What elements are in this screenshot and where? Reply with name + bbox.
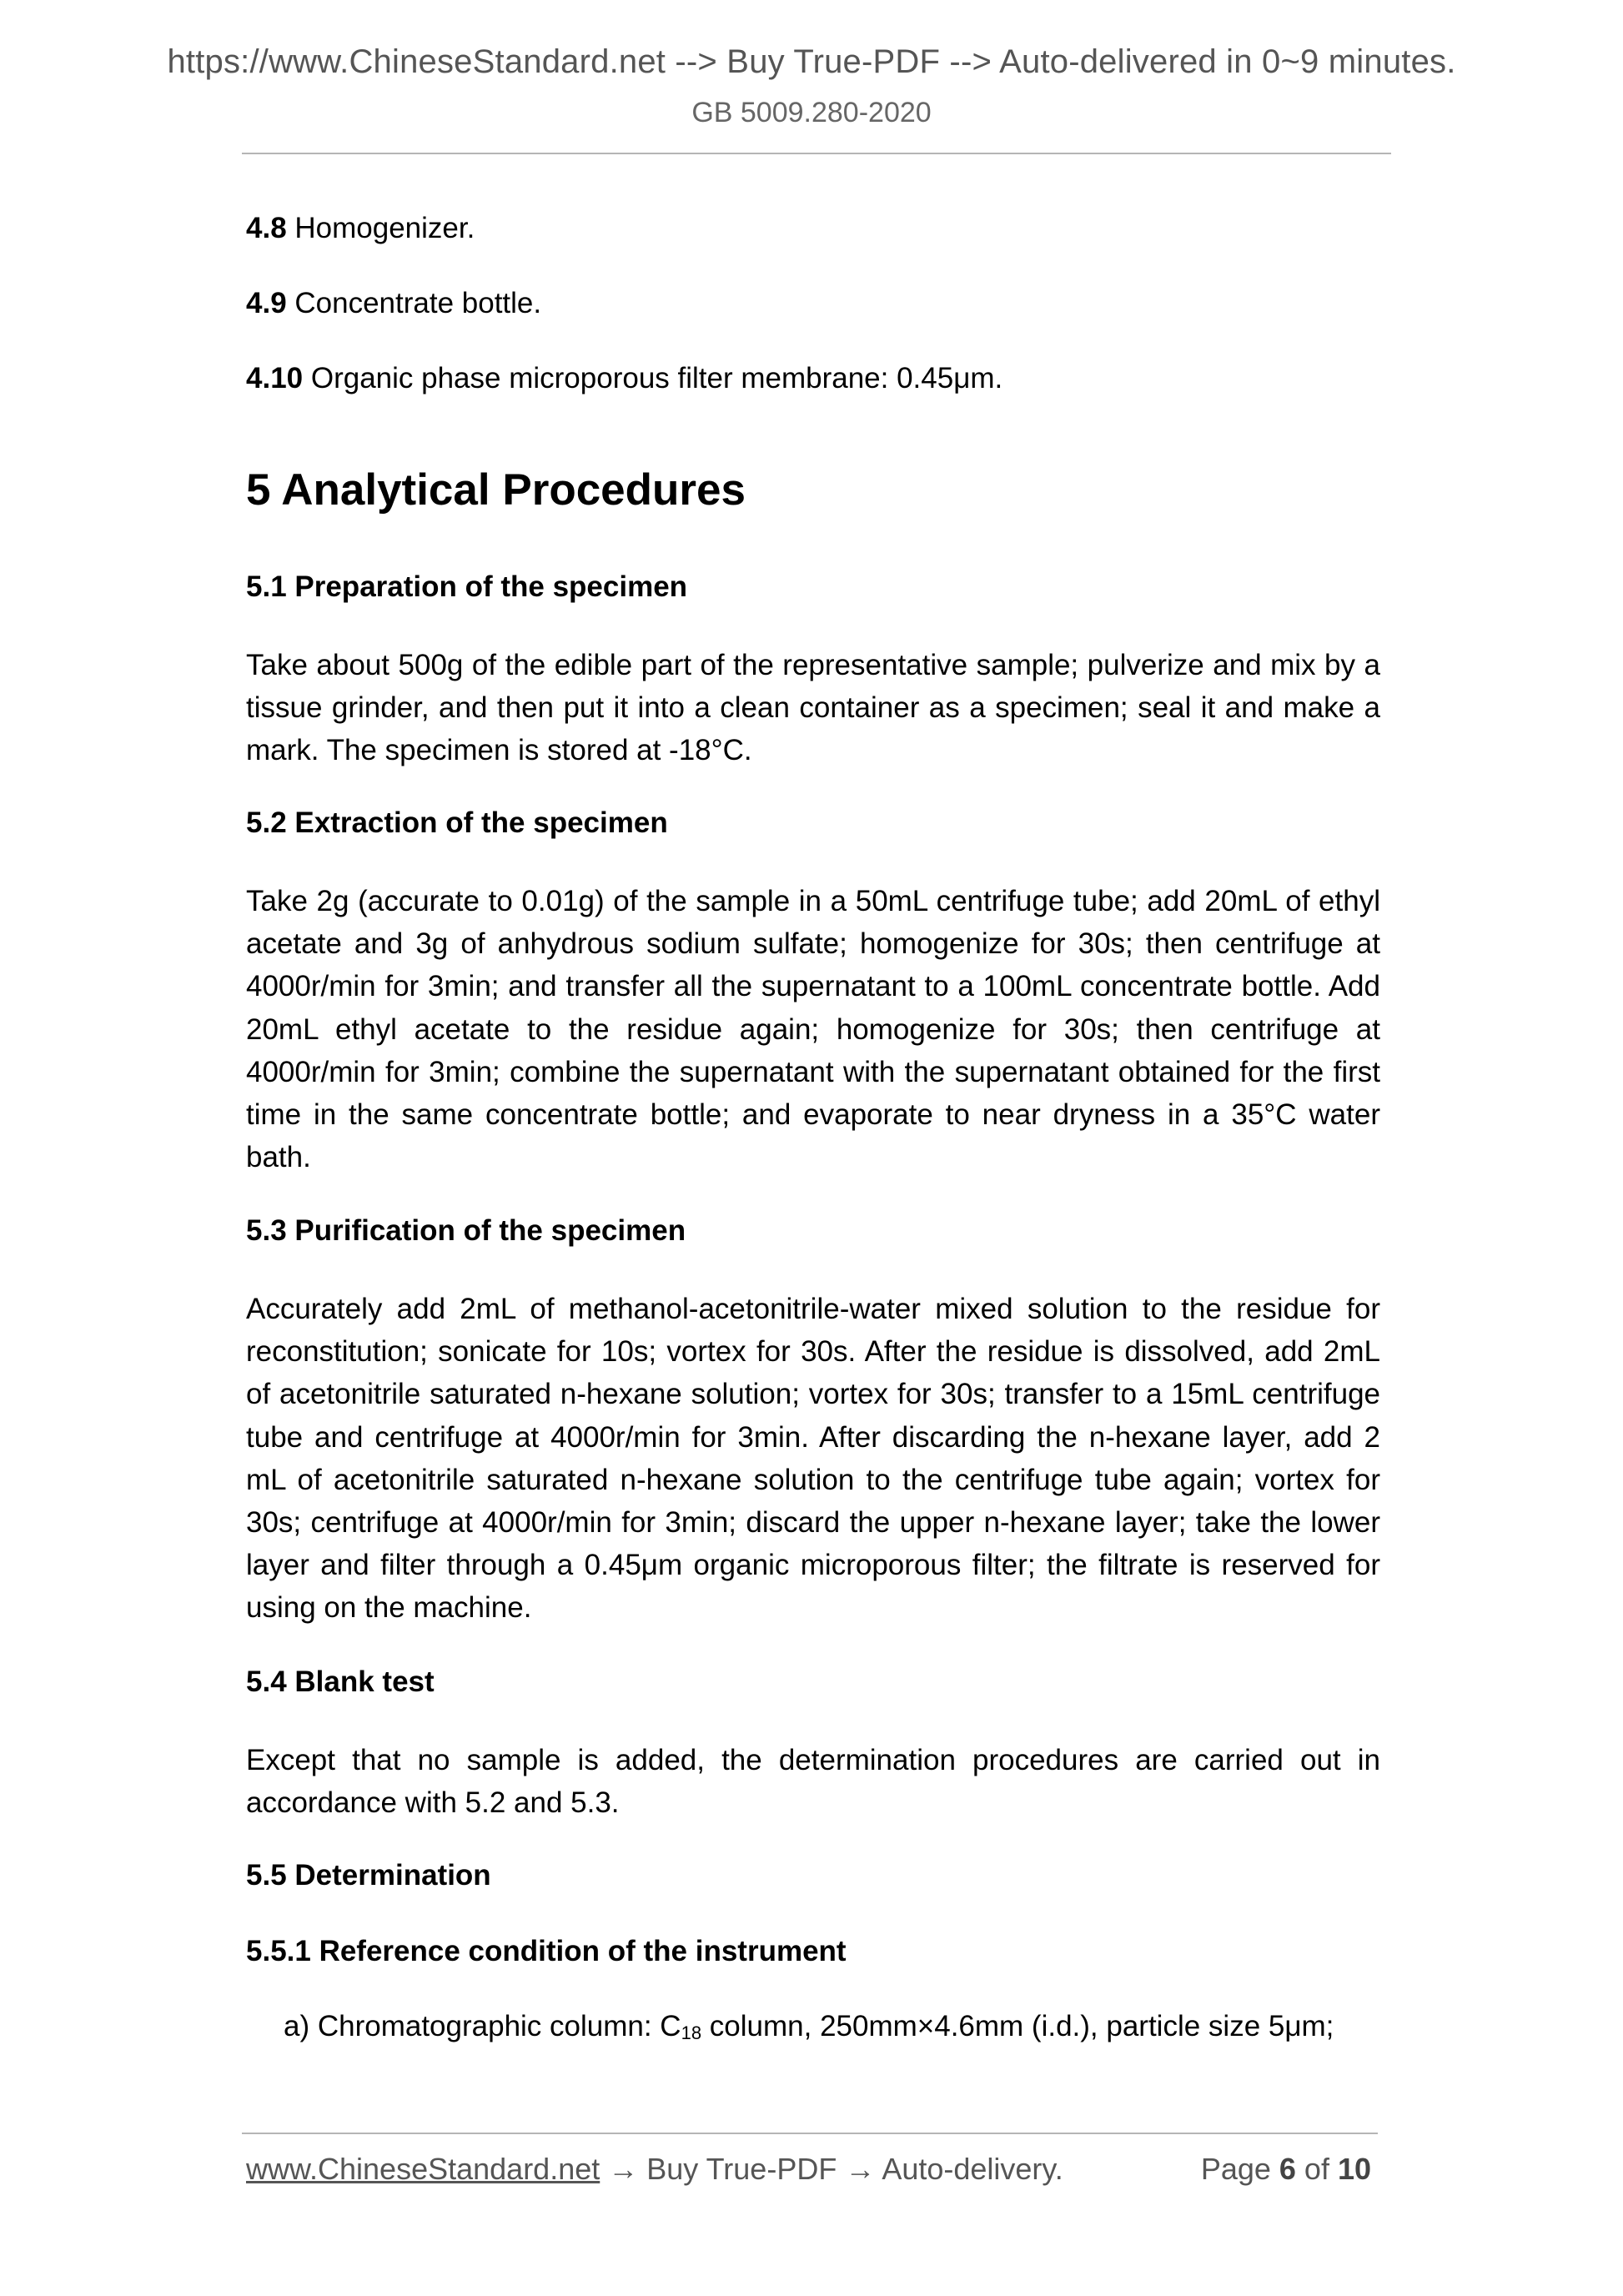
section-5-3-heading: 5.3 Purification of the specimen [246, 1214, 686, 1247]
item-text: Concentrate bottle. [286, 287, 542, 319]
page-number: 6 [1279, 2152, 1296, 2186]
section-5-5-heading: 5.5 Determination [246, 1859, 491, 1892]
standard-id: GB 5009.280-2020 [691, 97, 932, 128]
item-4-9 [246, 285, 541, 322]
section-5-2-heading: 5.2 Extraction of the specimen [246, 806, 668, 839]
section-5-5-1-heading: 5.5.1 Reference condition of the instrument [246, 1935, 847, 1967]
item-text: Homogenizer. [286, 212, 475, 244]
of-label: of [1295, 2152, 1338, 2186]
item-text: Organic phase microporous filter membrane: 0.45μm. [303, 362, 1003, 394]
item-4-10 [246, 360, 1002, 397]
item-4-8 [246, 210, 475, 247]
footer-link[interactable]: www.ChineseStandard.net [246, 2152, 600, 2186]
item-number: 4.10 [246, 362, 304, 394]
section-5-1-heading: 5.1 Preparation of the specimen [246, 570, 688, 603]
item-a-suffix: column, 250mm×4.6mm (i.d.), particle size 5μm; [701, 2010, 1334, 2042]
page-label: Page [1200, 2152, 1279, 2186]
section-5-4-heading: 5.4 Blank test [246, 1665, 435, 1698]
section-5-1-body: Take about 500g of the edible part of the representative sample; pulverize and mix by a tissue grinder, and then put it into a clean container as a specimen; seal it and make a mark. The specimen is stored at -18°C. [246, 649, 1380, 767]
section-5-title: 5 Analytical Procedures [246, 465, 746, 515]
item-a-prefix: a) Chromatographic column: C [284, 2010, 681, 2042]
total-pages: 10 [1337, 2152, 1371, 2186]
section-5-3-body: Accurately add 2mL of methanol-acetonitrile-water mixed solution to the residue for reconstitution; sonicate for 10s; vortex for 30s. After the residue is dissolved, add 2mL of acetonitrile saturated n-hexane solution; vortex for 30s; transfer to a 15mL centrifuge tube and centrifuge at 4000r/min for 3min. After discarding the n-hexane layer, add 2 mL of acetonitrile saturated n-hexane solution to the centrifuge tube again; vortex for 30s; centrifuge at 4000r/min for 3min; discard the upper n-hexane layer; take the lower layer and filter through a 0.45μm organic microporous filter; the filtrate is reserved for using on the machine. [246, 1293, 1380, 1625]
footer-left [246, 2152, 1063, 2187]
footer-tail: → Buy True-PDF → Auto-delivery. [600, 2152, 1063, 2186]
item-a-subscript: 18 [681, 2022, 702, 2043]
banner-text: https://www.ChineseStandard.net --> Buy True-PDF --> Auto-delivered in 0~9 minutes. [167, 43, 1456, 80]
section-5-4-body: Except that no sample is added, the determination procedures are carried out in accordance with 5.2 and 5.3. [246, 1744, 1380, 1820]
header-divider [242, 153, 1391, 154]
item-number: 4.8 [246, 212, 287, 244]
item-a-column [284, 2008, 1334, 2045]
section-5-2-body: Take 2g (accurate to 0.01g) of the sample in a 50mL centrifuge tube; add 20mL of ethyl acetate and 3g of anhydrous sodium sulfate; homogenize for 30s; then centrifuge at 4000r/min for 3min; and transfer all the supernatant to a 100mL concentrate bottle. Add 20mL ethyl acetate to the residue again; homogenize for 30s; then centrifuge at 4000r/min for 3min; combine the supernatant with the supernatant obtained for the first time in the same concentrate bottle; and evaporate to near dryness in a 35°C water bath. [246, 885, 1380, 1174]
footer-divider [242, 2133, 1378, 2134]
item-number: 4.9 [246, 287, 287, 319]
page-indicator [1201, 2152, 1371, 2187]
